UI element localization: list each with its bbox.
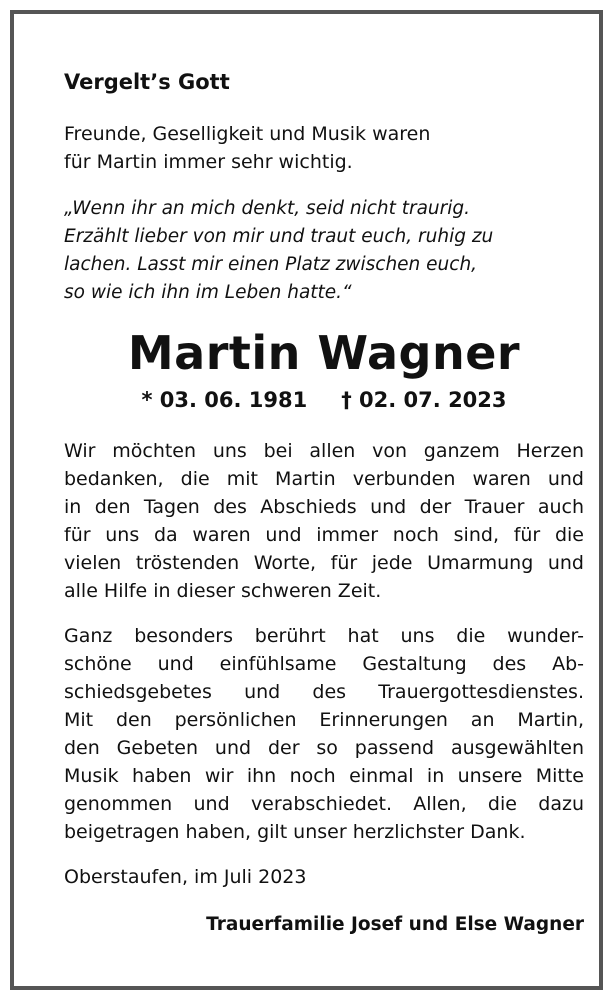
paragraph-line: bedanken, die mit Martin verbunden waren und (64, 468, 584, 490)
paragraph-line: Wir möchten uns bei allen von ganzem Herzen (64, 440, 584, 462)
deceased-name: Martin Wagner (127, 326, 521, 380)
intro-line: für Martin immer sehr wichtig. (64, 151, 353, 173)
paragraph-line: für uns da waren und immer noch sind, für die (64, 524, 584, 546)
paragraph-line: vielen tröstenden Worte, für jede Umarmung und (64, 552, 584, 574)
notice-content (64, 68, 584, 939)
paragraph-line: Mit den persönlichen Erinnerungen an Martin, (64, 709, 584, 731)
intro-text (64, 120, 584, 176)
quote-line: so wie ich ihn im Leben hatte.“ (64, 282, 352, 303)
paragraph-line: den Gebeten und der so passend ausgewählten (64, 737, 584, 759)
quote-line: Erzählt lieber von mir und traut euch, ruhig zu (64, 226, 494, 247)
quote-line: lachen. Lasst mir einen Platz zwischen euch, (64, 254, 478, 275)
ceremony-paragraph (64, 622, 584, 846)
death-date: † 02. 07. 2023 (341, 388, 507, 412)
paragraph-line: Ganz besonders berührt hat uns die wunder- (64, 625, 584, 647)
notice-heading: Vergelt’s Gott (64, 70, 230, 94)
quote-text (64, 195, 584, 307)
quote-line: „Wenn ihr an mich denkt, seid nicht traurig. (64, 198, 471, 219)
paragraph-line: in den Tagen des Abschieds und der Trauer auch (64, 496, 584, 518)
thanks-paragraph (64, 437, 584, 605)
paragraph-line: beigetragen haben, gilt unser herzlichster Dank. (64, 821, 526, 843)
signature: Trauerfamilie Josef und Else Wagner (206, 914, 584, 935)
paragraph-line: Musik haben wir ihn noch einmal in unsere Mitte (64, 765, 584, 787)
paragraph-line: schöne und einfühlsame Gestaltung des Ab- (64, 653, 584, 675)
paragraph-line: alle Hilfe in dieser schweren Zeit. (64, 580, 382, 602)
paragraph-line: schiedsgebetes und des Trauergottesdienstes. (64, 681, 584, 703)
notice-frame (10, 10, 603, 990)
paragraph-line: genommen und verabschiedet. Allen, die dazu (64, 793, 584, 815)
place-date: Oberstaufen, im Juli 2023 (64, 866, 307, 888)
life-dates (64, 385, 584, 415)
birth-date: * 03. 06. 1981 (141, 388, 308, 412)
intro-line: Freunde, Geselligkeit und Musik waren (64, 123, 431, 145)
